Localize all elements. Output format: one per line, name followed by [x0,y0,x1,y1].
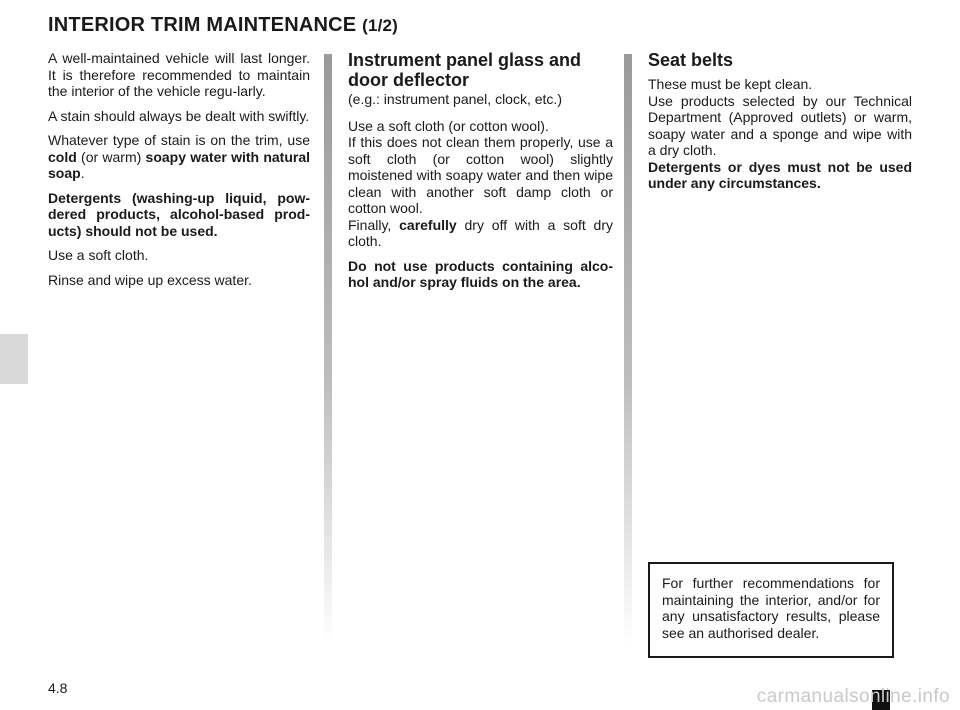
intro-paragraph-2: A stain should always be dealt with swiftly. [48,107,310,124]
instrument-panel-subtitle: (e.g.: instrument panel, clock, etc.) [348,91,562,107]
section-tab-marker [0,334,28,384]
page-title-part: (1/2) [362,16,399,35]
instrument-panel-warning [348,258,613,291]
seat-belts-line-1: These must be kept clean. [648,76,813,92]
dealer-notice-text: For further recommendations for maintaining the interior, and/or for any unsatisfactory results, please see an authorised dealer. [662,575,880,641]
text-run: Whatever type of stain is on the trim, use [48,132,310,148]
seat-belts-line-2: Use products selected by our Technical Department (Approved outlets) or warm, soapy water and a sponge and wipe with a dry cloth. [648,92,912,158]
intro-paragraph-5: Use a soft cloth. [48,247,149,263]
instrument-panel-heading: Instrument panel glass and door deflector [348,50,582,90]
emphasis-carefully: carefully [399,216,457,233]
emphasis-cold: cold [48,148,77,165]
emphasis-soapy-water: soapy water with natural soap [48,148,310,181]
seat-belts-warning: Detergents or dyes must not be used under any circumstances. [648,158,912,191]
instrument-panel-warning-text: Do not use products containing alco-hol and/or spray fluids on the area. [348,257,613,290]
intro-paragraph-6: Rinse and wipe up excess water. [48,271,252,288]
instrument-panel-column [348,50,613,299]
text-run: . [80,165,85,181]
detergent-warning-text: Detergents (washing-up liquid, pow-dered products, alcohol-based prod-ucts) should not be used. [48,189,310,239]
instrument-panel-instructions [348,118,613,250]
text-run: (or warm) [76,148,146,165]
page-number: 4.8 [48,680,68,696]
page-title-text: INTERIOR TRIM MAINTENANCE [48,14,357,36]
text-run: dry off with a soft dry cloth. [348,216,614,249]
column-divider [624,54,632,644]
seat-belts-heading: Seat belts [648,50,734,70]
intro-column [48,50,310,296]
seat-belts-column [648,50,912,200]
dealer-notice-box [648,562,894,658]
column-divider [324,54,332,644]
intro-paragraph-1: A well-maintained vehicle will last longer. It is therefore recommended to maintain the interior of the vehicle regu-larly. [48,50,310,99]
page-title [48,14,398,37]
text-run: Finally, [348,216,400,233]
seat-belts-instructions [648,76,912,192]
watermark: carmanualsonline.info [756,686,950,707]
intro-paragraph-3 [48,132,310,182]
detergent-warning [48,190,310,240]
instruction-line-1: Use a soft cloth (or cotton wool). [348,117,549,134]
instruction-line-2: If this does not clean them properly, use a soft cloth (or cotton wool) slightly moistened with soapy water and then wipe clean with another soft damp cloth or cotton wool. [348,134,613,216]
